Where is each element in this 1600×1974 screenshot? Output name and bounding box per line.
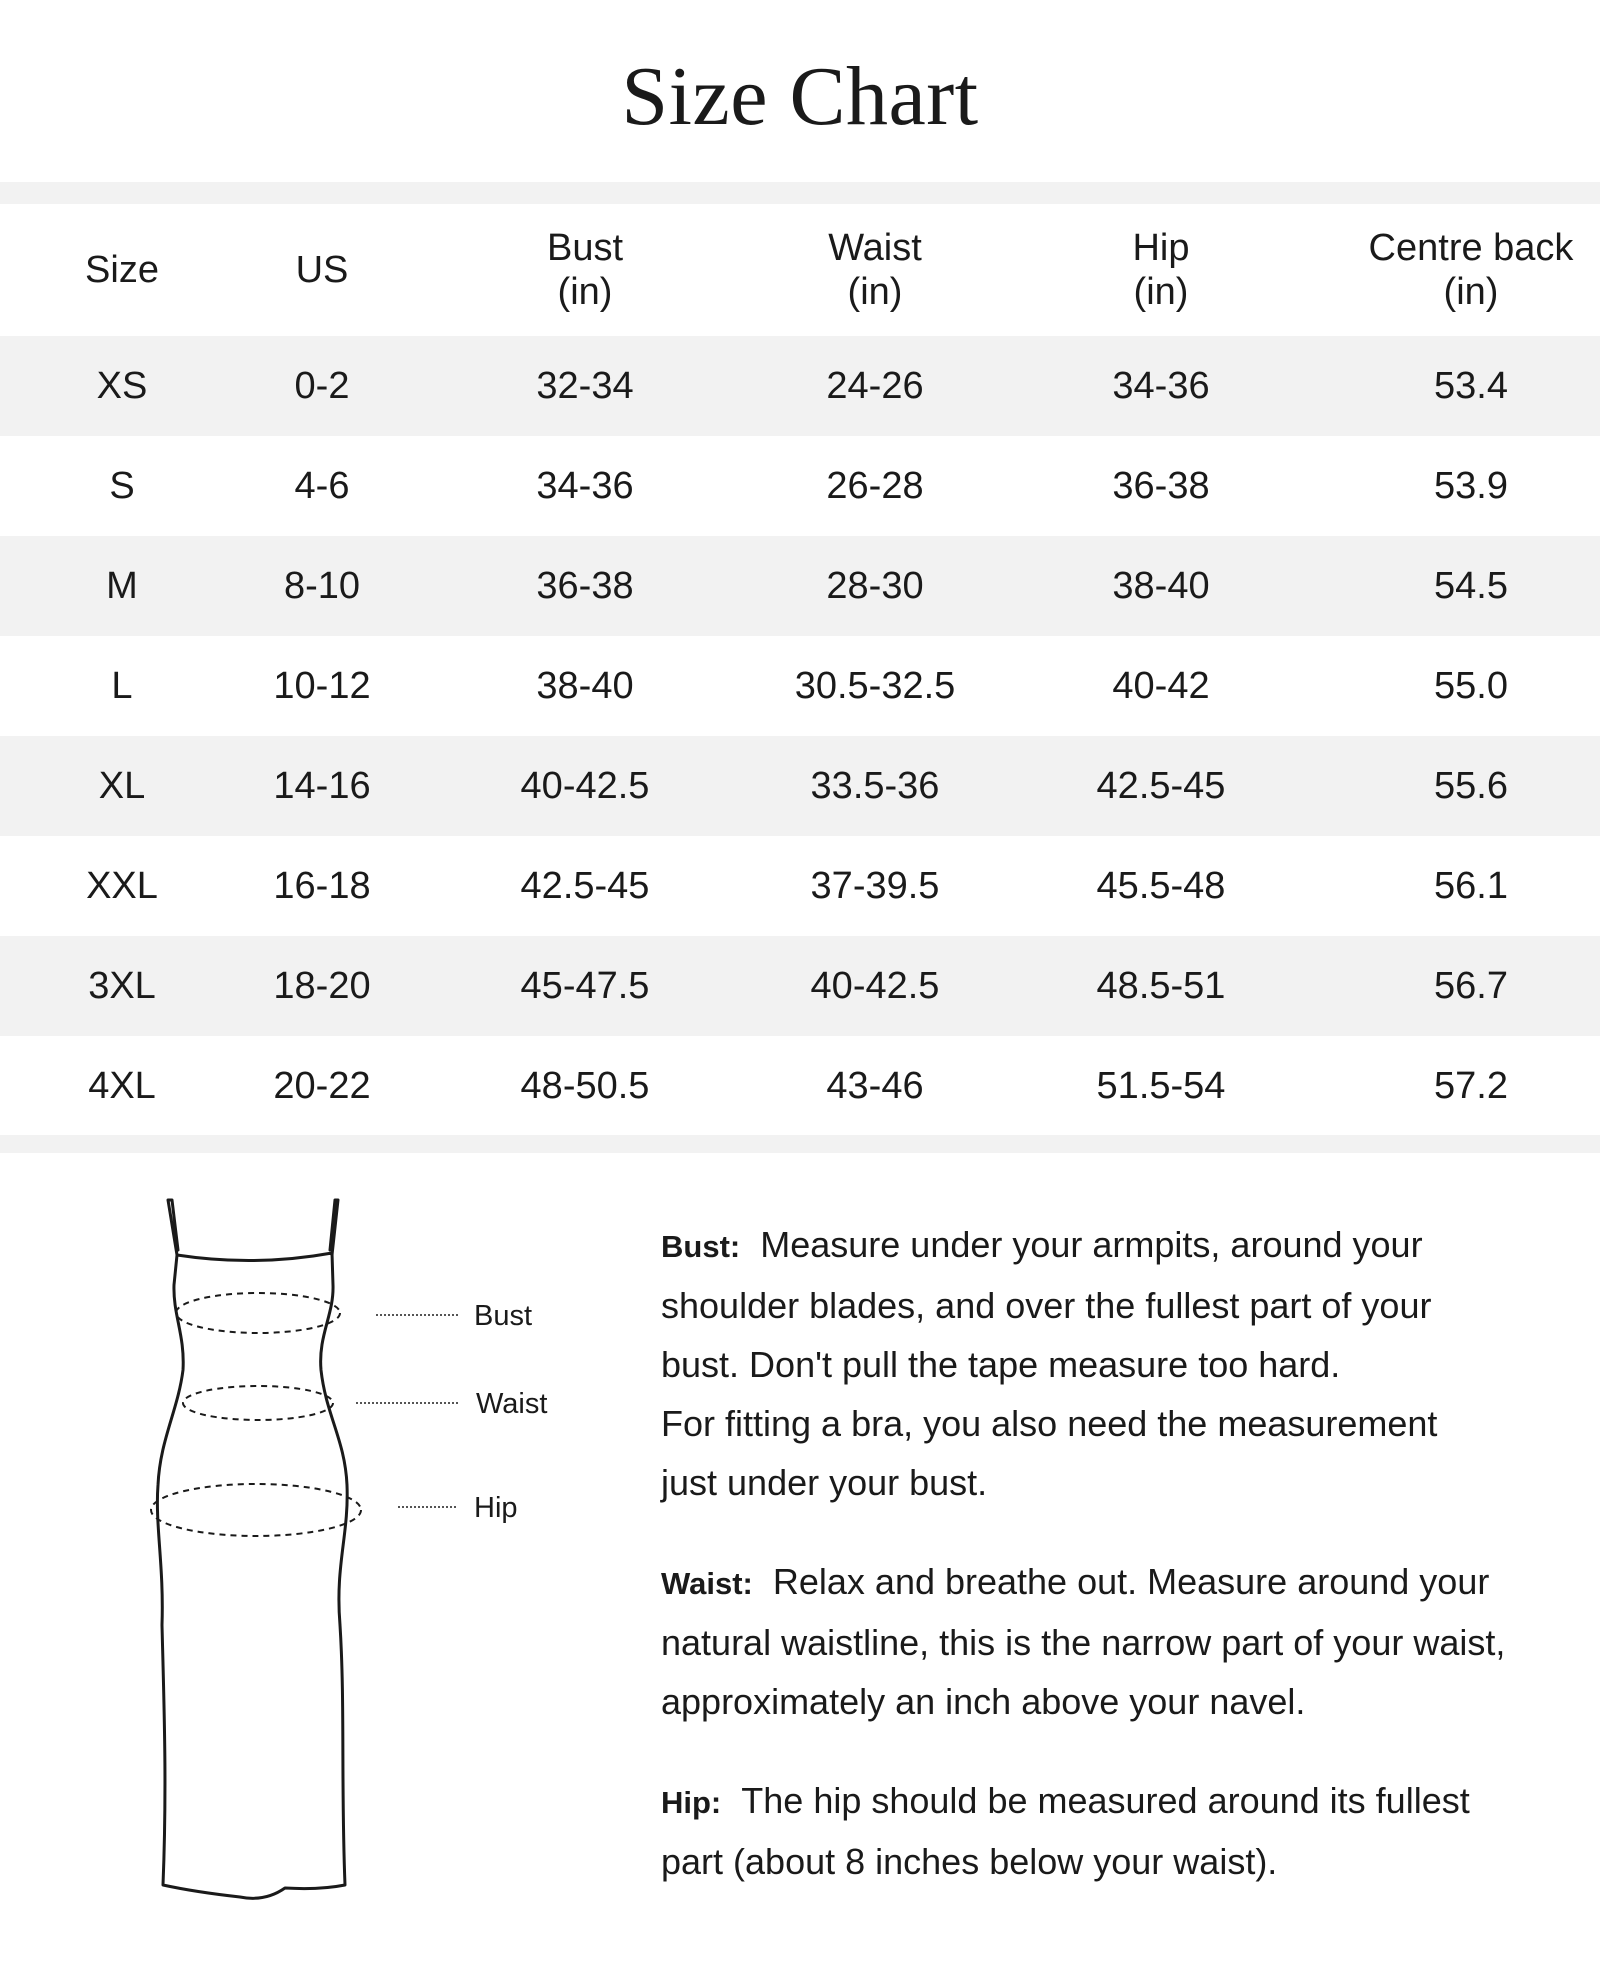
note-text: just under your bust.	[661, 1462, 988, 1503]
note-line	[661, 1453, 1561, 1512]
note-hip	[661, 1771, 1561, 1891]
table-header-row	[0, 204, 1600, 336]
cell-waist: 43-46	[826, 1065, 924, 1107]
cell-bust: 42.5-45	[520, 865, 650, 907]
bust-label: Bust	[474, 1300, 533, 1332]
cell-centre-back: 55.0	[1434, 665, 1508, 707]
note-text: approximately an inch above your navel.	[661, 1681, 1306, 1722]
note-term: Bust:	[661, 1229, 741, 1264]
table-row	[0, 836, 1600, 936]
cell-hip: 36-38	[1112, 465, 1210, 507]
header-waist: Waist (in)	[828, 227, 922, 313]
cell-hip: 48.5-51	[1096, 965, 1226, 1007]
table-bottom-band	[0, 1135, 1600, 1153]
cell-hip: 51.5-54	[1096, 1065, 1226, 1107]
cell-centre-back: 54.5	[1434, 565, 1508, 607]
note-text: The hip should be measured around its fullest	[741, 1780, 1470, 1821]
cell-us: 18-20	[273, 965, 371, 1007]
cell-size: S	[109, 465, 135, 507]
cell-waist: 24-26	[826, 365, 924, 407]
cell-centre-back: 53.9	[1434, 465, 1508, 507]
dress-illustration	[140, 1185, 590, 1915]
cell-size: XS	[96, 365, 148, 407]
dress-outline	[157, 1253, 347, 1898]
note-text: For fitting a bra, you also need the measurement	[661, 1403, 1438, 1444]
table-row	[0, 1036, 1600, 1136]
table-body	[0, 336, 1600, 1136]
note-text: bust. Don't pull the tape measure too hard.	[661, 1344, 1341, 1385]
right-strap	[330, 1200, 338, 1255]
note-line	[661, 1771, 1561, 1832]
note-text: natural waistline, this is the narrow part of your waist,	[661, 1622, 1506, 1663]
cell-hip: 38-40	[1112, 565, 1210, 607]
note-text: Measure under your armpits, around your	[760, 1224, 1423, 1265]
cell-us: 10-12	[273, 665, 371, 707]
table-row	[0, 736, 1600, 836]
note-line	[661, 1215, 1561, 1276]
note-line	[661, 1672, 1561, 1731]
cell-size: XXL	[86, 865, 158, 907]
table-row	[0, 436, 1600, 536]
cell-bust: 32-34	[536, 365, 634, 407]
cell-centre-back: 56.7	[1434, 965, 1508, 1007]
note-line	[661, 1335, 1561, 1394]
cell-hip: 34-36	[1112, 365, 1210, 407]
hip-tape	[151, 1484, 361, 1536]
note-line	[661, 1832, 1561, 1891]
hip-label: Hip	[474, 1492, 518, 1524]
cell-size: XL	[98, 765, 146, 807]
cell-us: 16-18	[273, 865, 371, 907]
waist-label: Waist	[476, 1388, 548, 1420]
cell-bust: 38-40	[536, 665, 634, 707]
waist-tape	[183, 1386, 333, 1420]
cell-centre-back: 57.2	[1434, 1065, 1508, 1107]
cell-size: 4XL	[88, 1065, 156, 1107]
page-title: Size Chart	[621, 50, 979, 143]
left-strap	[168, 1200, 178, 1255]
cell-us: 20-22	[273, 1065, 371, 1107]
cell-us: 4-6	[294, 465, 350, 507]
note-line	[661, 1552, 1561, 1613]
cell-bust: 40-42.5	[520, 765, 650, 807]
note-text: shoulder blades, and over the fullest part of your	[661, 1285, 1432, 1326]
cell-waist: 26-28	[826, 465, 924, 507]
cell-waist: 37-39.5	[810, 865, 940, 907]
cell-hip: 42.5-45	[1096, 765, 1226, 807]
header-centre-back: Centre back (in)	[1368, 227, 1574, 313]
cell-us: 14-16	[273, 765, 371, 807]
note-bust	[661, 1215, 1561, 1512]
cell-bust: 45-47.5	[520, 965, 650, 1007]
note-text: part (about 8 inches below your waist).	[661, 1841, 1278, 1882]
note-text: Relax and breathe out. Measure around your	[772, 1561, 1490, 1602]
cell-us: 0-2	[294, 365, 350, 407]
cell-waist: 30.5-32.5	[794, 665, 956, 707]
cell-size: 3XL	[88, 965, 156, 1007]
header-hip: Hip (in)	[1132, 227, 1190, 313]
note-waist	[661, 1552, 1561, 1731]
table-row	[0, 636, 1600, 736]
cell-waist: 40-42.5	[810, 965, 940, 1007]
measurement-notes	[661, 1215, 1561, 1931]
size-table	[0, 204, 1600, 1136]
cell-size: L	[111, 665, 133, 707]
cell-bust: 48-50.5	[520, 1065, 650, 1107]
header-size: Size	[85, 249, 159, 291]
note-line	[661, 1613, 1561, 1672]
table-row	[0, 336, 1600, 436]
cell-us: 8-10	[283, 565, 361, 607]
cell-waist: 28-30	[826, 565, 924, 607]
cell-hip: 40-42	[1112, 665, 1210, 707]
cell-bust: 36-38	[536, 565, 634, 607]
table-top-band	[0, 182, 1600, 204]
table-row	[0, 536, 1600, 636]
note-line	[661, 1276, 1561, 1335]
cell-bust: 34-36	[536, 465, 634, 507]
cell-centre-back: 56.1	[1434, 865, 1508, 907]
note-term: Waist:	[661, 1566, 753, 1601]
cell-waist: 33.5-36	[810, 765, 940, 807]
cell-centre-back: 53.4	[1434, 365, 1508, 407]
table-row	[0, 936, 1600, 1036]
header-us: US	[295, 249, 349, 291]
dress-measurement-figure	[140, 1185, 590, 1915]
cell-centre-back: 55.6	[1434, 765, 1508, 807]
cell-size: M	[106, 565, 138, 607]
bust-tape	[176, 1293, 340, 1333]
cell-hip: 45.5-48	[1096, 865, 1226, 907]
note-term: Hip:	[661, 1785, 722, 1820]
header-bust: Bust (in)	[546, 227, 624, 313]
note-line	[661, 1394, 1561, 1453]
